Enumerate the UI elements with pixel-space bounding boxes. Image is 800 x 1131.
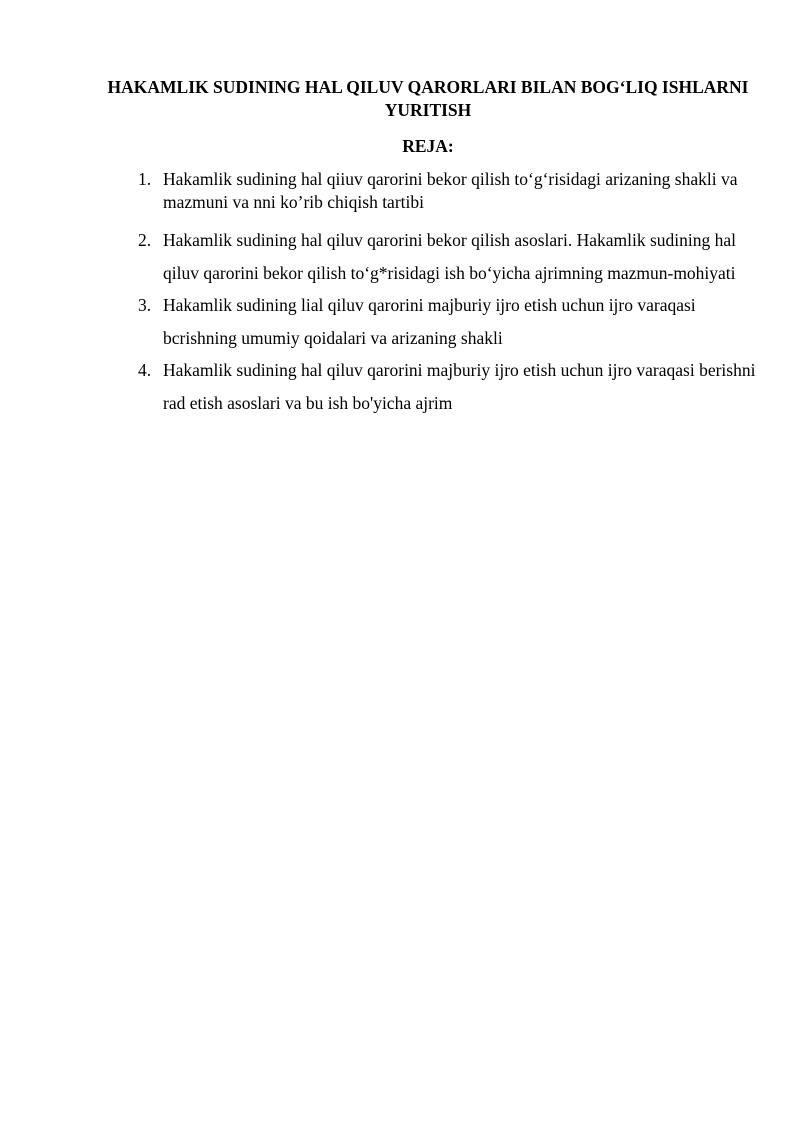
list-item xyxy=(138,289,758,354)
list-item xyxy=(138,354,758,419)
plan-heading: REJA: xyxy=(402,136,454,156)
list-item-number: 2. xyxy=(138,230,152,250)
plan-list xyxy=(138,168,758,419)
list-item-text: Hakamlik sudining hal qiiuv qarorini bekor qilish to‘g‘risidagi arizaning shakli va mazmuni va nni ko’rib chiqish tartibi xyxy=(163,169,738,212)
list-item-number: 3. xyxy=(138,295,152,315)
list-item-text: Hakamlik sudining lial qiluv qarorini majburiy ijro etish uchun ijro varaqasi bcrishning umumiy qoidalari va arizaning shakli xyxy=(163,295,696,348)
list-item-text: Hakamlik sudining hal qiluv qarorini majburiy ijro etish uchun ijro varaqasi berishni rad etish asoslari va bu ish bo'yicha ajrim xyxy=(163,360,756,413)
list-item-number: 1. xyxy=(138,169,152,189)
list-item-text: Hakamlik sudining hal qiluv qarorini bekor qilish asoslari. Hakamlik sudining hal qiluv qarorini bekor qilish to‘g*risidagi ish bo‘yicha ajrimning mazmun-mohiyati xyxy=(163,230,737,283)
list-item xyxy=(138,224,758,289)
list-item-number: 4. xyxy=(138,360,152,380)
list-item xyxy=(138,168,758,214)
document-title: HAKAMLIK SUDINING HAL QILUV QARORLARI BILAN BOG‘LIQ ISHLARNI YURITISH xyxy=(107,77,749,120)
